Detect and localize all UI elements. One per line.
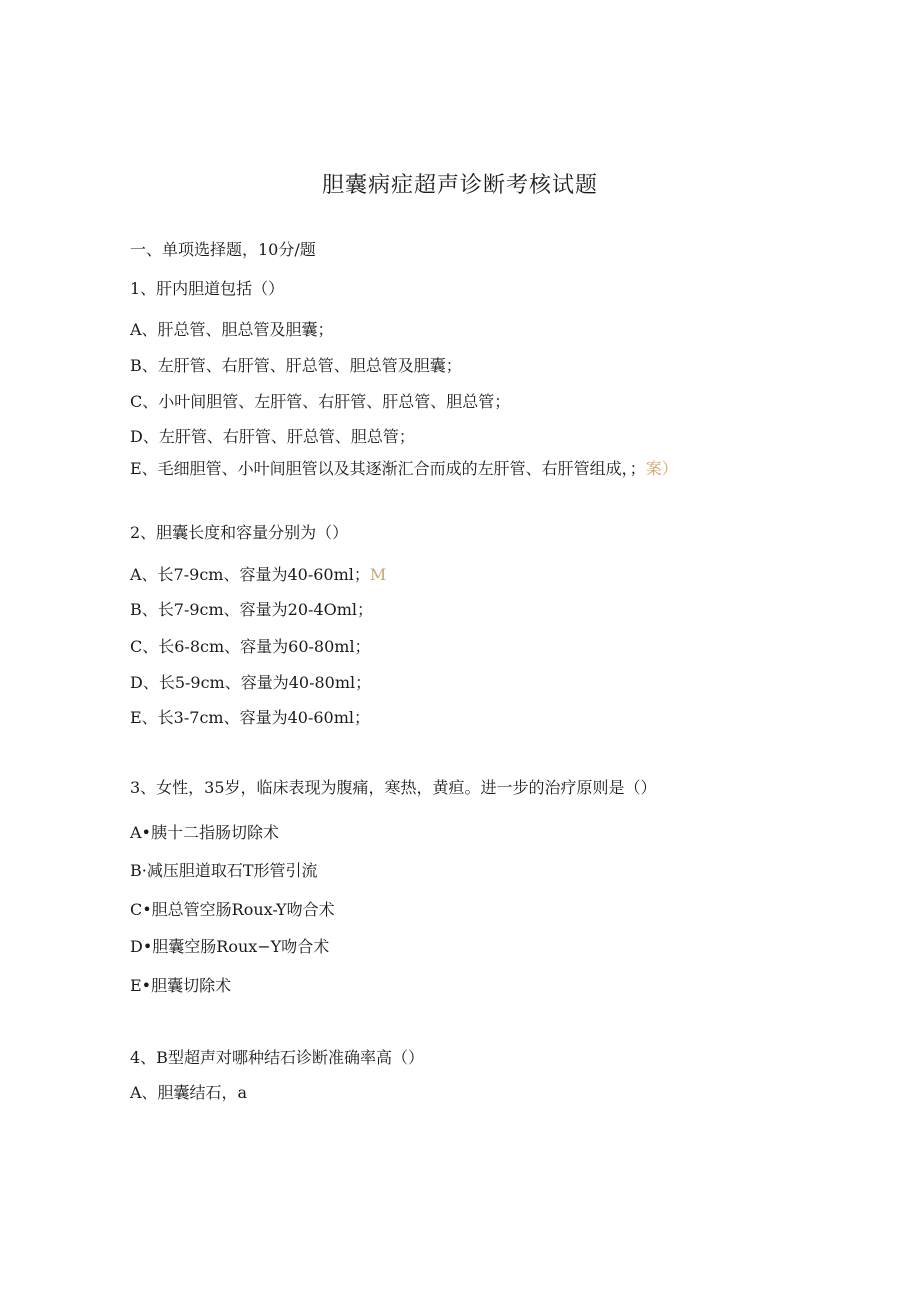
- question-2-option-b: B、长7-9cm、容量为20-4Oml；: [130, 600, 374, 619]
- question-3-option-e: E•胆囊切除术: [130, 976, 232, 995]
- question-2-faint-mark: M: [369, 565, 387, 584]
- section-heading: 一、单项选择题，10分/题: [130, 240, 316, 259]
- question-1-option-e: E、毛细胆管、小叶间胆管以及其逐渐汇合而成的左肝管、右肝管组成，；: [130, 459, 646, 478]
- question-4-stem: 4、B型超声对哪种结石诊断准确率高（）: [130, 1048, 424, 1067]
- question-2-stem: 2、胆囊长度和容量分别为（）: [130, 523, 349, 542]
- question-1-option-b: B、左肝管、右肝管、肝总管、胆总管及胆囊；: [130, 356, 462, 375]
- document-title: 胆囊病症超声诊断考核试题: [321, 173, 598, 198]
- question-3-option-a: A•胰十二指肠切除术: [130, 823, 279, 842]
- question-2-option-a-row: [130, 565, 386, 585]
- question-4-option-a: A、胆囊结石，a: [130, 1083, 248, 1102]
- question-1-faint-mark: 案）: [645, 459, 678, 478]
- question-3-option-c: C•胆总管空肠Roux-Y吻合术: [130, 900, 335, 919]
- question-1-stem: 1、肝内胆道包括（）: [130, 279, 285, 298]
- question-2-option-e: E、长3-7cm、容量为40-60ml；: [130, 708, 370, 727]
- question-1-option-e-row: [130, 459, 678, 479]
- question-1-option-c: C、小叶间胆管、左肝管、右肝管、肝总管、胆总管；: [130, 392, 511, 411]
- question-2-option-a: A、长7-9cm、容量为40-60ml；: [130, 565, 370, 584]
- question-2-option-c: C、长6-8cm、容量为60-80ml；: [130, 637, 371, 656]
- question-2-option-d: D、长5-9cm、容量为40-80ml；: [130, 673, 372, 692]
- question-3-option-b: B·减压胆道取石T形管引流: [130, 861, 318, 880]
- question-3-stem: 3、女性，35岁，临床表现为腹痛，寒热，黄疸。进一步的治疗原则是（）: [130, 778, 657, 797]
- question-3-option-d: D•胆囊空肠Roux−Y吻合术: [130, 937, 330, 956]
- question-1-option-d: D、左肝管、右肝管、肝总管、胆总管；: [130, 427, 415, 446]
- question-1-option-a: A、肝总管、胆总管及胆囊；: [130, 320, 334, 339]
